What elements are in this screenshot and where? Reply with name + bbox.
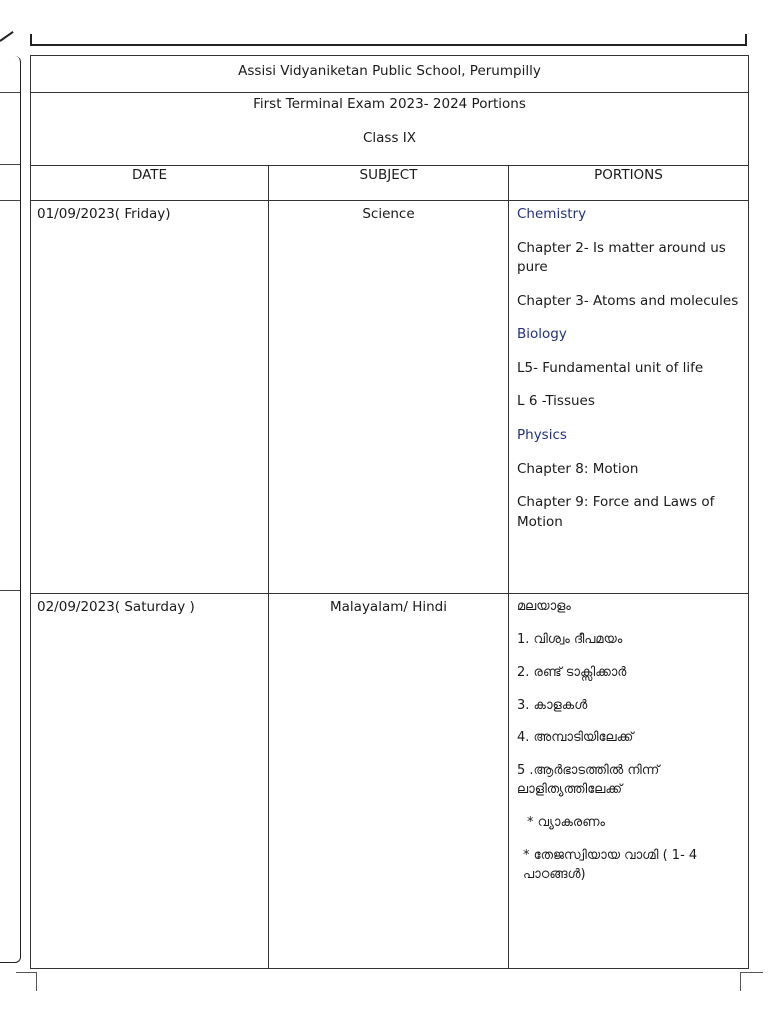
portion-item: L 6 -Tissues (517, 393, 595, 410)
subject-cell: Malayalam/ Hindi (269, 594, 509, 969)
portions-cell (509, 201, 749, 594)
portions-cell (509, 594, 749, 969)
portion-item: * വ്യാകരണം (527, 814, 605, 830)
exam-title-cell (31, 93, 749, 166)
portion-heading: Physics (517, 426, 567, 443)
portion-item: 1. വിശ്വം ദീപമയം (517, 631, 623, 647)
date-cell: 02/09/2023( Saturday ) (31, 594, 269, 969)
margin-rule (0, 200, 20, 201)
portion-item: Chapter 9: Force and Laws of Motion (517, 494, 715, 530)
portion-item: Chapter 2- Is matter around us pure (517, 239, 726, 276)
page-corner-mark (740, 972, 763, 991)
portion-heading: Biology (517, 326, 567, 343)
margin-rule (0, 164, 20, 165)
exam-title: First Terminal Exam 2023- 2024 Portions (253, 96, 526, 112)
portion-item: 3. കാളകൾ (517, 697, 588, 713)
subject-cell: Science (269, 201, 509, 594)
exam-portions-table (30, 55, 749, 969)
margin-rule (0, 92, 20, 93)
portion-item: Chapter 3- Atoms and molecules (517, 292, 739, 309)
table-row (31, 594, 749, 969)
portion-item: 4. അമ്പാടിയിലേക്ക് (517, 730, 634, 746)
column-header-date: DATE (31, 166, 269, 201)
portion-item: L5- Fundamental unit of life (517, 359, 704, 376)
column-header-subject: SUBJECT (269, 166, 509, 201)
page-top-border (30, 44, 747, 46)
page-corner-mark (16, 972, 37, 991)
page-edge-mark (745, 34, 747, 46)
portion-item: Chapter 8: Motion (517, 460, 639, 477)
portion-item: 5 .ആർഭാടത്തിൽ നിന്ന് ലാളിത്യത്തിലേക്ക് (517, 763, 660, 798)
page-edge-mark (0, 31, 14, 42)
portion-item: * തേജസ്വിയായ വാഗ്മി ( 1- 4 പാഠങ്ങൾ) (523, 847, 698, 882)
table-row (31, 201, 749, 594)
portion-item: 2. രണ്ട് ടാക്സിക്കാർ (517, 664, 627, 680)
left-margin-bracket (0, 56, 21, 963)
date-cell: 01/09/2023( Friday) (31, 201, 269, 594)
margin-rule (0, 590, 20, 591)
column-header-portions: PORTIONS (509, 166, 749, 201)
school-name-cell (31, 56, 749, 93)
portion-heading: Chemistry (517, 206, 587, 222)
portion-heading: മലയാളം (517, 599, 571, 614)
school-name: Assisi Vidyaniketan Public School, Perumpilly (238, 63, 541, 79)
class-name: Class IX (362, 129, 417, 146)
